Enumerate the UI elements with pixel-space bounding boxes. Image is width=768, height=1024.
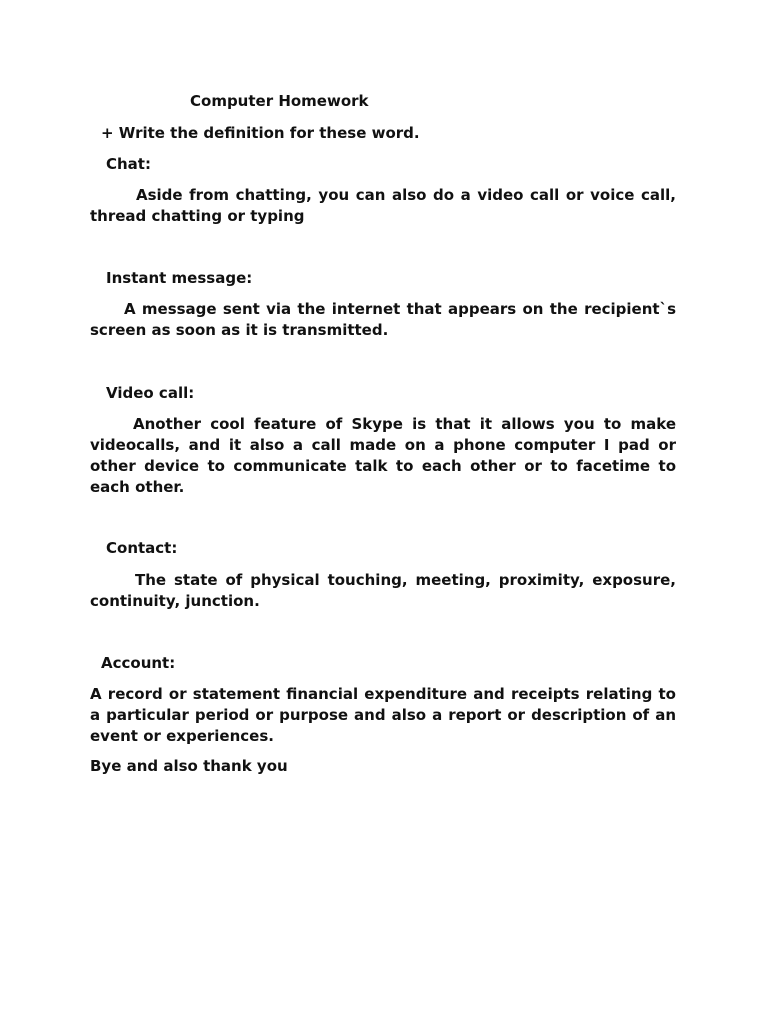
term-instant-message: Instant message: bbox=[106, 269, 253, 287]
term-chat: Chat: bbox=[106, 155, 151, 173]
document-title: Computer Homework bbox=[190, 92, 369, 110]
instruction-text: + Write the definition for these word. bbox=[101, 124, 420, 142]
closing-text: Bye and also thank you bbox=[90, 757, 288, 775]
definition-chat: Aside from chatting, you can also do a video call or voice call, thread chatting or typing bbox=[90, 186, 676, 225]
definition-instant-message: A message sent via the internet that appears on the recipient`s screen as soon as it is transmitted. bbox=[90, 300, 676, 339]
definition-account: A record or statement financial expenditure and receipts relating to a particular period or purpose and also a report or description of an event or experiences. bbox=[90, 685, 676, 745]
term-account: Account: bbox=[101, 654, 176, 672]
definition-video-call: Another cool feature of Skype is that it allows you to make videocalls, and it also a call made on a phone computer I pad or other device to communicate talk to each other or to facetime to each other. bbox=[90, 415, 676, 496]
term-contact: Contact: bbox=[106, 539, 178, 557]
term-video-call: Video call: bbox=[106, 384, 195, 402]
definition-contact: The state of physical touching, meeting, proximity, exposure, continuity, junction. bbox=[90, 571, 676, 610]
